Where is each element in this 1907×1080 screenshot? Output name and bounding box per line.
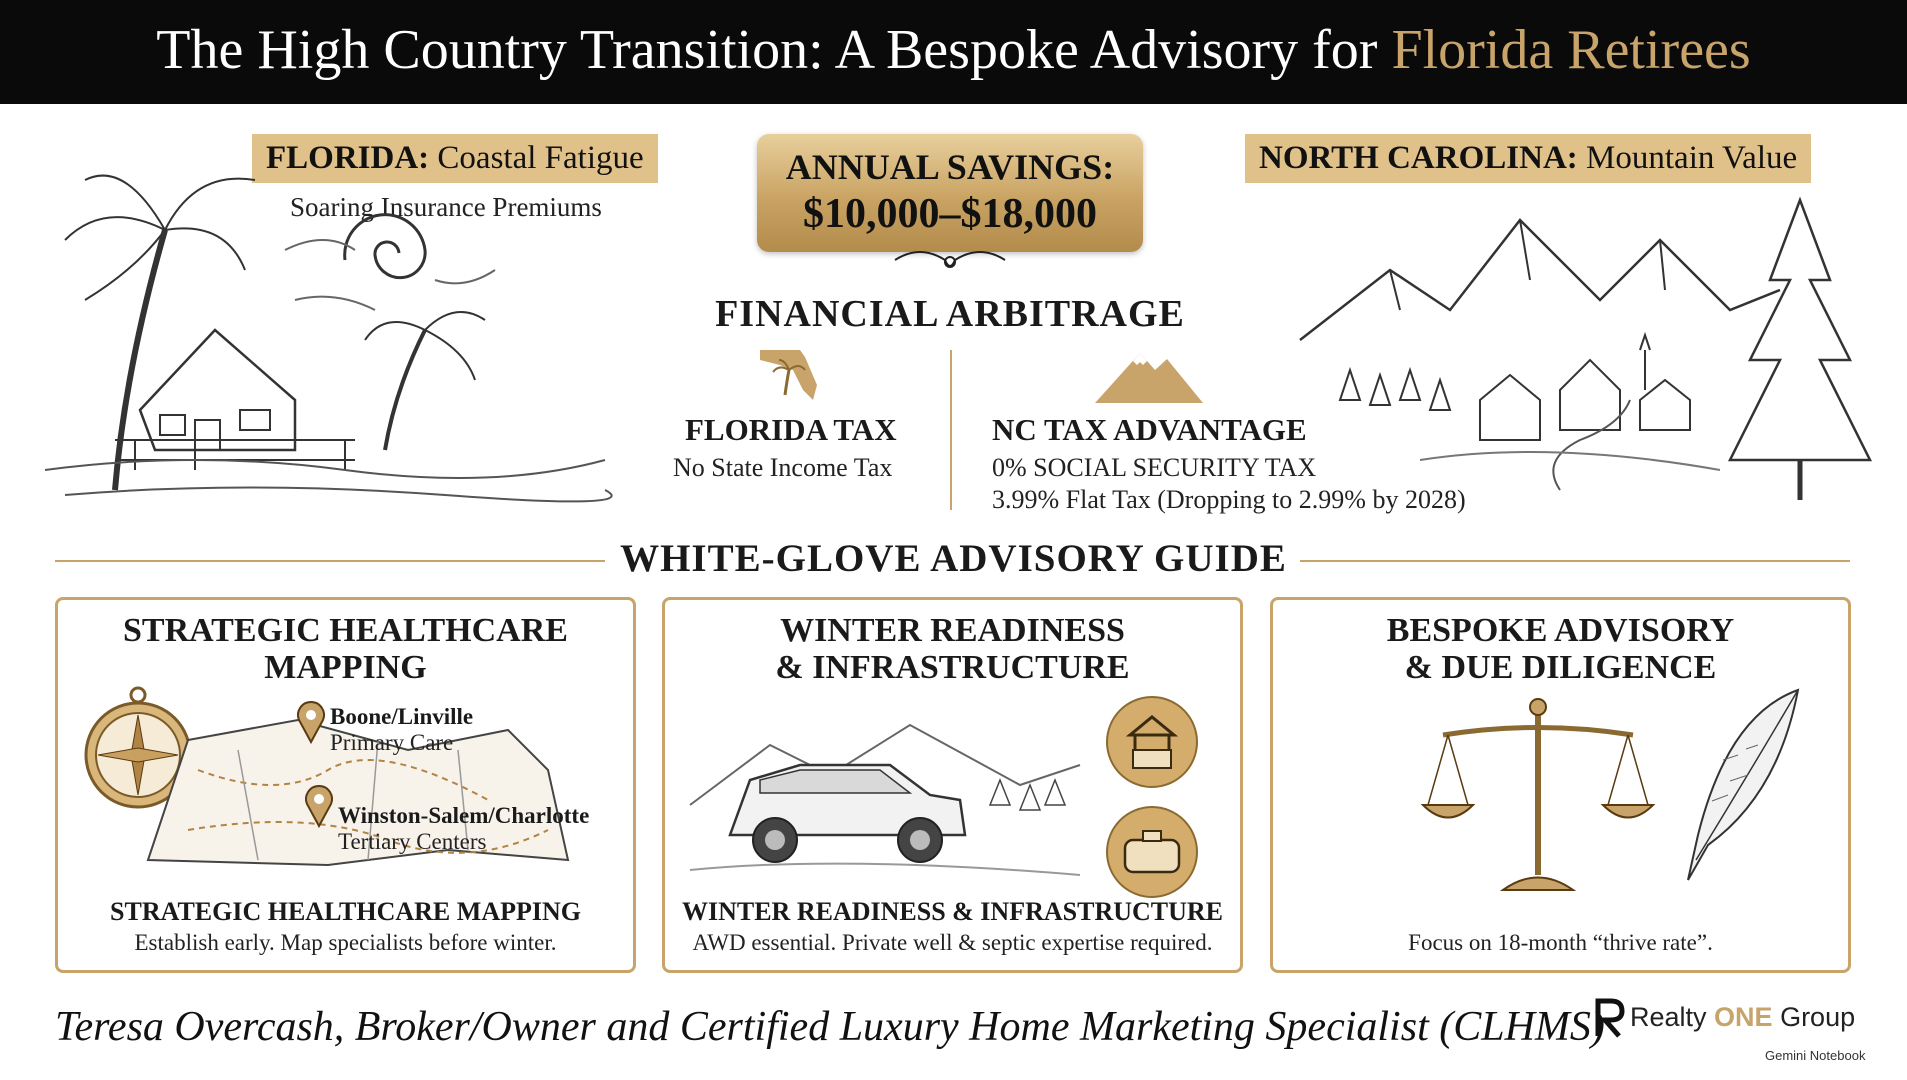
florida-label-bold: FLORIDA: bbox=[266, 140, 430, 176]
brand-post: Group bbox=[1772, 1002, 1856, 1032]
nc-tax-heading: NC TAX ADVANTAGE bbox=[992, 412, 1307, 447]
panel-bespoke-title-line2: & DUE DILIGENCE bbox=[1404, 649, 1717, 686]
gemini-notebook-watermark: Gemini Notebook bbox=[1765, 1048, 1866, 1063]
title-accent-text: Florida Retirees bbox=[1391, 19, 1751, 81]
author-credit: Teresa Overcash, Broker/Owner and Certified Luxury Home Marketing Specialist (CLHMS) bbox=[55, 1004, 1605, 1050]
panel-bespoke-advisory bbox=[1270, 597, 1851, 973]
nc-tax-line1: 0% SOCIAL SECURITY TAX bbox=[992, 453, 1317, 482]
scales-of-justice-icon bbox=[1423, 695, 1653, 895]
awd-vehicle-illustration bbox=[690, 685, 1080, 885]
annual-savings-amount: $10,000–$18,000 bbox=[803, 191, 1097, 237]
pin2-label-bold: Winston-Salem/Charlotte bbox=[338, 803, 590, 828]
florida-label-rest: Coastal Fatigue bbox=[429, 140, 644, 176]
panel-winter-title bbox=[665, 612, 1240, 686]
brand-name bbox=[1630, 1002, 1855, 1033]
flourish-ornament bbox=[890, 242, 1010, 278]
panel-healthcare-foot-heading: STRATEGIC HEALTHCARE MAPPING bbox=[110, 897, 581, 926]
mountain-icon bbox=[1095, 345, 1205, 405]
quill-pen-icon bbox=[1668, 685, 1808, 885]
tax-divider bbox=[950, 350, 952, 510]
florida-palm-icon bbox=[755, 345, 825, 405]
pin1-label-bold: Boone/Linville bbox=[330, 704, 474, 729]
panel-winter-readiness bbox=[662, 597, 1243, 973]
mountain-village-illustration bbox=[1300, 200, 1860, 500]
panel-winter-title-line2: & INFRASTRUCTURE bbox=[775, 649, 1130, 686]
panel-healthcare-mapping bbox=[55, 597, 636, 973]
brand-one: ONE bbox=[1714, 1002, 1773, 1032]
panel-winter-foot-text: AWD essential. Private well & septic expertise required. bbox=[692, 930, 1213, 955]
septic-tank-icon bbox=[1105, 805, 1200, 900]
brand-pre: Realty bbox=[1630, 1002, 1715, 1032]
page-title bbox=[0, 18, 1907, 82]
nc-tax-line2: 3.99% Flat Tax (Dropping to 2.99% by 2028) bbox=[992, 485, 1466, 514]
panel-winter-title-line1: WINTER READINESS bbox=[780, 612, 1125, 649]
nc-label-bold: NORTH CAROLINA: bbox=[1259, 140, 1578, 176]
panel-bespoke-foot-text: Focus on 18-month “thrive rate”. bbox=[1408, 930, 1713, 955]
panel-healthcare-title-line1: STRATEGIC HEALTHCARE bbox=[123, 612, 568, 649]
pin2-label-text: Tertiary Centers bbox=[338, 829, 487, 854]
advisory-guide-heading: WHITE-GLOVE ADVISORY GUIDE bbox=[620, 537, 1287, 580]
panel-winter-foot-heading: WINTER READINESS & INFRASTRUCTURE bbox=[681, 897, 1224, 926]
panel-healthcare-foot-text: Establish early. Map specialists before winter. bbox=[134, 930, 557, 955]
florida-tax-text: No State Income Tax bbox=[673, 453, 893, 482]
panel-healthcare-title-line2: MAPPING bbox=[264, 649, 427, 686]
florida-coast-illustration bbox=[45, 150, 605, 510]
panel-healthcare-title bbox=[58, 612, 633, 686]
panel-bespoke-title bbox=[1273, 612, 1848, 686]
map-pin-icon-boone bbox=[296, 700, 326, 744]
title-main-text: The High Country Transition: A Bespoke Advisory for bbox=[156, 19, 1392, 81]
florida-subtitle: Soaring Insurance Premiums bbox=[290, 192, 602, 222]
annual-savings-badge bbox=[757, 134, 1143, 252]
annual-savings-label: ANNUAL SAVINGS: bbox=[785, 147, 1115, 187]
pin1-label-text: Primary Care bbox=[330, 730, 454, 755]
nc-label-rest: Mountain Value bbox=[1577, 140, 1798, 176]
map-pin-icon-winston-salem bbox=[304, 784, 334, 828]
guide-rule-right bbox=[1300, 560, 1850, 562]
realty-one-logo-icon bbox=[1595, 998, 1625, 1038]
well-icon bbox=[1105, 695, 1200, 790]
guide-rule-left bbox=[55, 560, 605, 562]
panel-bespoke-title-line1: BESPOKE ADVISORY bbox=[1386, 612, 1735, 649]
north-carolina-label bbox=[1245, 134, 1811, 183]
financial-arbitrage-heading: FINANCIAL ARBITRAGE bbox=[715, 293, 1185, 335]
florida-tax-heading: FLORIDA TAX bbox=[685, 412, 897, 447]
